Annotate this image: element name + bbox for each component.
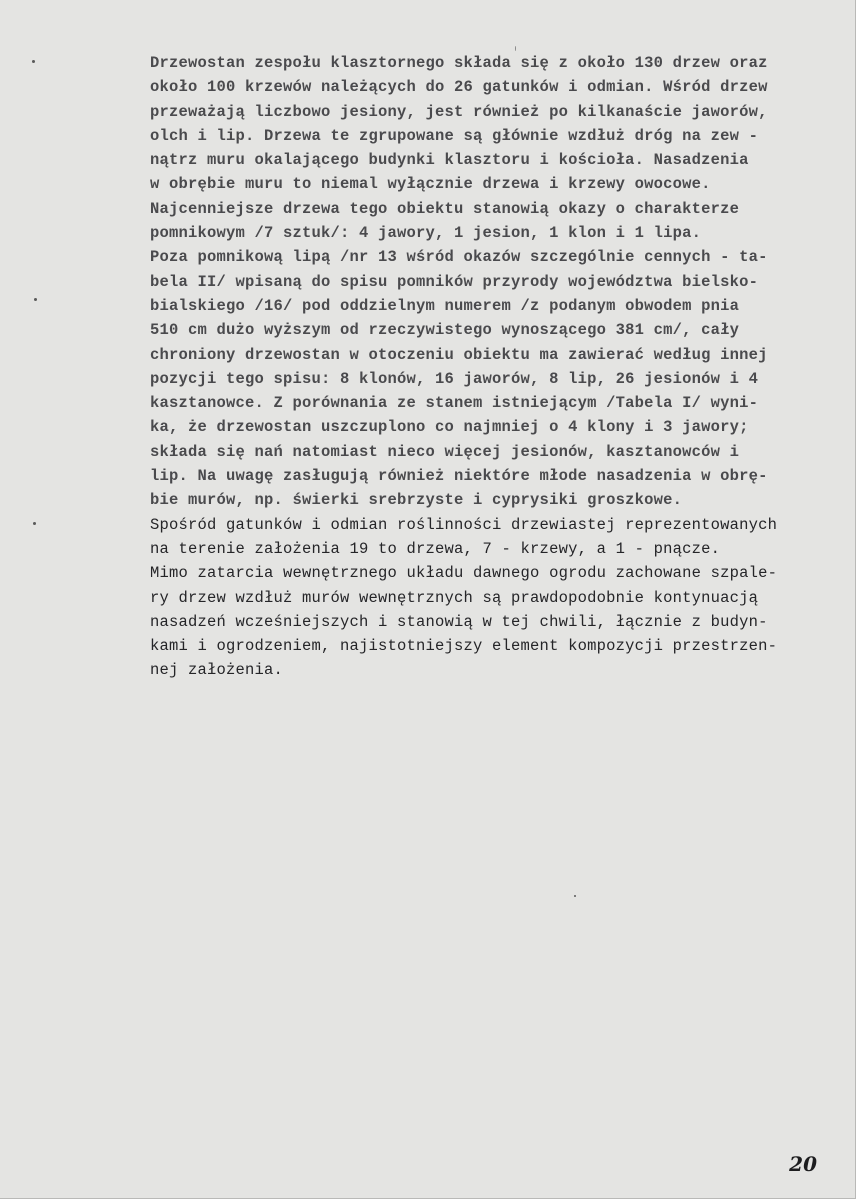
text-line: bela II/ wpisaną do spisu pomników przyrody województwa bielsko- [150, 272, 759, 291]
margin-mark [33, 522, 36, 525]
text-line: 510 cm dużo wyższym od rzeczywistego wynoszącego 381 cm/, cały [150, 321, 740, 340]
text-line: olch i lip. Drzewa te zgrupowane są głównie wzdłuż dróg na zew - [150, 126, 759, 145]
text-line: Spośród gatunków i odmian roślinności drzewiastej reprezentowanych [150, 515, 778, 534]
text-line: w obrębie muru to niemal wyłącznie drzewa i krzewy owocowe. [150, 175, 711, 194]
page-number: 20 [789, 1152, 817, 1176]
text-line: składa się nań natomiast nieco więcej jesionów, kasztanowców i [150, 442, 740, 461]
text-line: Najcenniejsze drzewa tego obiektu stanowią okazy o charakterze [150, 199, 740, 218]
text-line: przeważają liczbowo jesiony, jest również po kilkanaście jaworów, [150, 102, 768, 121]
text-line: ry drzew wzdłuż murów wewnętrznych są prawdopodobnie kontynuacją [150, 588, 759, 607]
margin-mark [32, 60, 35, 63]
text-line: bialskiego /16/ pod oddzielnym numerem /z podanym obwodem pnia [150, 296, 740, 315]
typed-text-body [150, 51, 850, 683]
text-line: około 100 krzewów należących do 26 gatunków i odmian. Wśród drzew [150, 78, 768, 97]
paper-speck [574, 895, 576, 897]
text-line: ka, że drzewostan uszczuplono co najmniej o 4 klony i 3 jawory; [150, 418, 749, 437]
text-line: pozycji tego spisu: 8 klonów, 16 jaworów, 8 lip, 26 jesionów i 4 [150, 369, 759, 388]
text-line: chroniony drzewostan w otoczeniu obiektu ma zawierać według innej [150, 345, 768, 364]
text-line: pomnikowym /7 sztuk/: 4 jawory, 1 jesion, 1 klon i 1 lipa. [150, 224, 702, 243]
text-line: Poza pomnikową lipą /nr 13 wśród okazów szczególnie cennych - ta- [150, 248, 768, 267]
text-line: na terenie założenia 19 to drzewa, 7 - krzewy, a 1 - pnącze. [150, 539, 721, 558]
text-line: nasadzeń wcześniejszych i stanowią w tej chwili, łącznie z budyn- [150, 612, 768, 631]
margin-mark [34, 298, 37, 301]
text-line: kami i ogrodzeniem, najistotniejszy element kompozycji przestrzen- [150, 637, 778, 656]
text-line: bie murów, np. świerki srebrzyste i cyprysiki groszkowe. [150, 491, 683, 510]
text-line: Mimo zatarcia wewnętrznego układu dawnego ogrodu zachowane szpale- [150, 564, 778, 583]
text-line: nątrz muru okalającego budynki klasztoru i kościoła. Nasadzenia [150, 151, 749, 170]
text-line: lip. Na uwagę zasługują również niektóre młode nasadzenia w obrę- [150, 467, 768, 486]
text-line: Drzewostan zespołu klasztornego składa się z około 130 drzew oraz [150, 54, 768, 72]
text-line: kasztanowce. Z porównania ze stanem istniejącym /Tabela I/ wyni- [150, 394, 759, 413]
text-line: nej założenia. [150, 661, 284, 680]
